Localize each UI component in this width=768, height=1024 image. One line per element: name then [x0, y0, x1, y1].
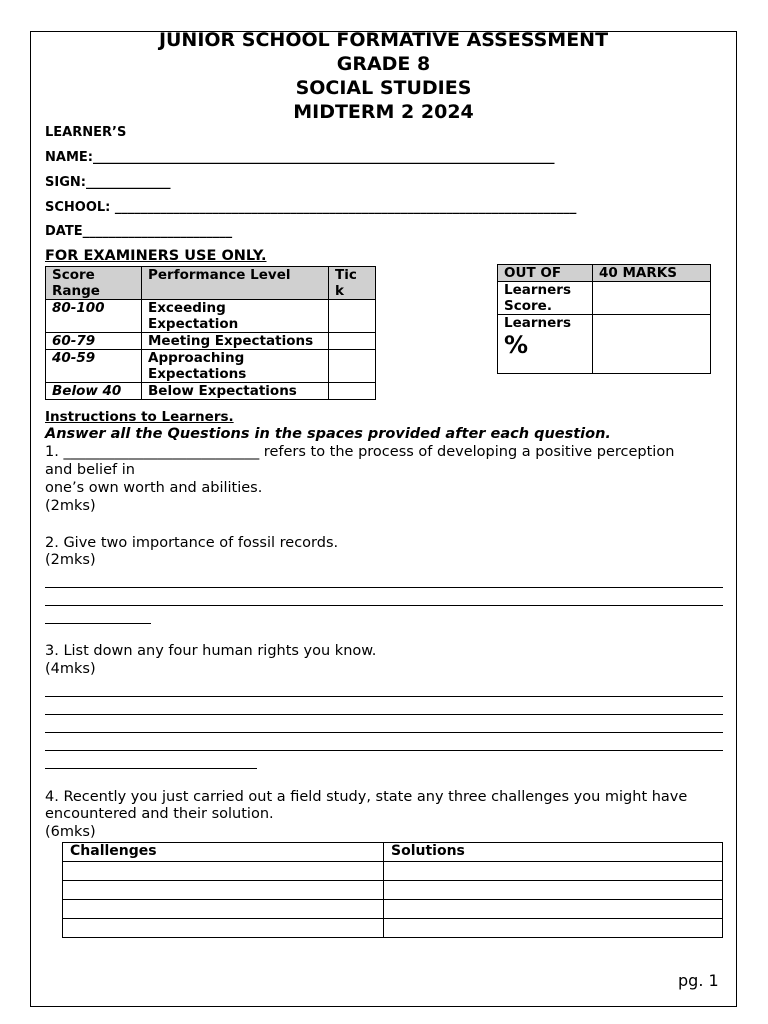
question-1-marks: (2mks) [45, 498, 96, 514]
page-number: pg. 1 [678, 971, 719, 990]
header-line-2: GRADE 8 [336, 53, 431, 75]
learners-percent-label: Learners [504, 315, 571, 331]
instructions-text: Answer all the Questions in the spaces provided after each question. [45, 426, 611, 442]
total-marks-label: 40 MARKS [593, 265, 711, 282]
tick-cell[interactable] [329, 333, 376, 350]
answer-line[interactable] [45, 696, 723, 697]
question-4-line-2: encountered and their solution. [45, 806, 274, 822]
learners-percent-input[interactable] [593, 315, 711, 374]
performance-level-cell-2: Expectation [148, 316, 239, 332]
tick-cell[interactable] [329, 350, 376, 383]
score-range-cell: 40-59 [46, 350, 142, 383]
performance-level-cell-2: Expectations [148, 366, 247, 382]
performance-table [45, 266, 376, 400]
out-of-label: OUT OF [498, 265, 593, 282]
learners-score-input[interactable] [593, 282, 711, 315]
school-field[interactable]: SCHOOL: _______________________________________________________________________ [45, 200, 577, 215]
question-4-marks: (6mks) [45, 824, 96, 840]
table-row [46, 333, 376, 350]
challenges-table [62, 842, 723, 938]
table-row [63, 919, 723, 938]
percent-symbol: % [504, 331, 529, 359]
score-box [497, 264, 711, 374]
answer-line[interactable] [45, 587, 723, 588]
answer-line[interactable] [45, 605, 723, 606]
performance-level-header: Performance Level [142, 267, 329, 300]
score-range-cell: 60-79 [46, 333, 142, 350]
question-1-line-3: one’s own worth and abilities. [45, 480, 263, 496]
name-field[interactable]: NAME:_______________________________________________________________________ [45, 150, 555, 165]
instructions-heading: Instructions to Learners. [45, 409, 234, 425]
performance-level-cell: Below Expectations [142, 383, 329, 400]
solution-cell[interactable] [384, 881, 723, 900]
tick-cell[interactable] [329, 300, 376, 333]
question-1-line-2: and belief in [45, 462, 135, 478]
answer-line[interactable] [45, 768, 257, 769]
header-line-4: MIDTERM 2 2024 [293, 101, 474, 123]
question-1-line-1: 1. ___________________________ refers to the process of developing a positive perception [45, 444, 675, 460]
solution-cell[interactable] [384, 919, 723, 938]
question-2-marks: (2mks) [45, 552, 96, 568]
question-2-text: 2. Give two importance of fossil records. [45, 535, 339, 551]
tick-header: Tic [335, 267, 357, 283]
answer-line[interactable] [45, 750, 723, 751]
performance-level-cell: Meeting Expectations [142, 333, 329, 350]
challenge-cell[interactable] [63, 919, 384, 938]
answer-line[interactable] [45, 714, 723, 715]
answer-line[interactable] [45, 623, 151, 624]
question-3-text: 3. List down any four human rights you know. [45, 643, 377, 659]
performance-level-cell: Approaching [148, 350, 245, 366]
score-range-header: Score [52, 267, 95, 283]
challenge-cell[interactable] [63, 881, 384, 900]
score-range-cell: 80-100 [46, 300, 142, 333]
examiners-heading: FOR EXAMINERS USE ONLY. [45, 248, 267, 264]
tick-header-2: k [335, 283, 344, 299]
performance-level-cell: Exceeding [148, 300, 226, 316]
table-header-row [46, 267, 376, 300]
solution-cell[interactable] [384, 862, 723, 881]
learners-score-label: Learners [504, 282, 571, 298]
challenges-header: Challenges [63, 843, 384, 862]
solution-cell[interactable] [384, 900, 723, 919]
learners-score-label-2: Score. [504, 298, 552, 314]
table-row [46, 350, 376, 383]
score-range-cell: Below 40 [46, 383, 142, 400]
question-3-marks: (4mks) [45, 661, 96, 677]
tick-cell[interactable] [329, 383, 376, 400]
challenge-cell[interactable] [63, 900, 384, 919]
table-row [63, 900, 723, 919]
answer-line[interactable] [45, 732, 723, 733]
sign-field[interactable]: SIGN:_____________ [45, 175, 171, 190]
date-field[interactable]: DATE_______________________ [45, 224, 233, 239]
table-row [63, 862, 723, 881]
question-4-line-1: 4. Recently you just carried out a field study, state any three challenges you might have [45, 789, 688, 805]
solutions-header: Solutions [384, 843, 723, 862]
table-row [63, 881, 723, 900]
header-line-3: SOCIAL STUDIES [295, 77, 472, 99]
challenge-cell[interactable] [63, 862, 384, 881]
table-row [46, 300, 376, 333]
table-row [46, 383, 376, 400]
score-range-header-2: Range [52, 283, 100, 299]
learners-label: LEARNER’S [45, 125, 127, 140]
header-line-1: JUNIOR SCHOOL FORMATIVE ASSESSMENT [158, 29, 609, 51]
